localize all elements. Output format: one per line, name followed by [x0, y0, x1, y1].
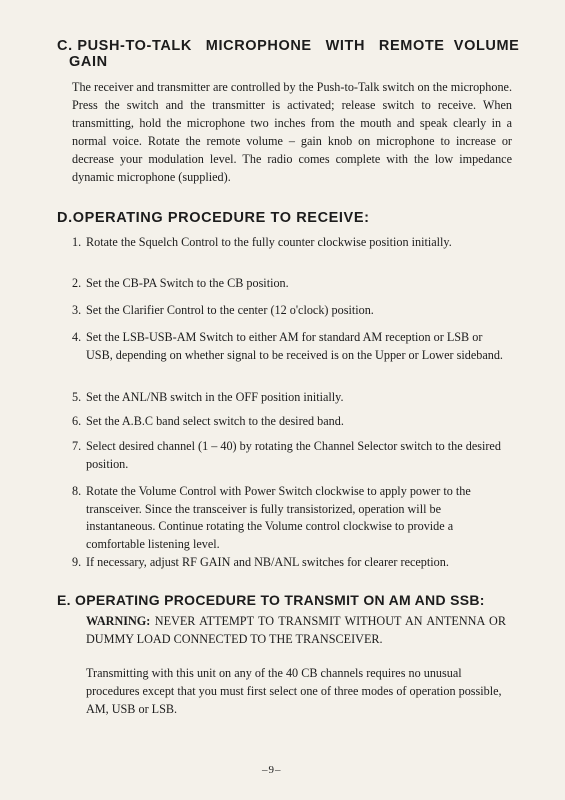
list-item — [72, 389, 512, 407]
list-item — [72, 329, 512, 364]
list-item — [72, 554, 512, 572]
list-item — [72, 413, 512, 431]
section-e-body: Transmitting with this unit on any of the 40 CB channels requires no unusual procedures except that you must first select one of three modes of operation possible, AM, USB or LSB. — [86, 666, 502, 716]
item-text: If necessary, adjust RF GAIN and NB/ANL switches for clearer reception. — [86, 555, 449, 569]
section-e-heading: E. OPERATING PROCEDURE TO TRANSMIT ON AM AND SSB: — [57, 592, 485, 608]
item-text: Set the Clarifier Control to the center (12 o'clock) position. — [86, 303, 374, 317]
list-item — [72, 483, 512, 553]
item-text: Rotate the Volume Control with Power Switch clockwise to apply power to the transceiver. Since the transceiver is fully transistorized, operation will be instantaneous. Continue rotating the Volume control clockwise to provide a comfortable listening level. — [86, 484, 471, 551]
item-number: 1. — [72, 235, 82, 249]
item-text: Set the LSB-USB-AM Switch to either AM for standard AM reception or LSB or USB, depending on whether signal to be received is on the Upper or Lower sideband. — [86, 330, 503, 362]
section-d-heading: D.OPERATING PROCEDURE TO RECEIVE: — [57, 210, 370, 226]
item-number: 7. — [72, 439, 82, 453]
warning-label: WARNING: — [86, 614, 151, 628]
item-number: 5. — [72, 390, 82, 404]
list-item — [72, 302, 512, 320]
item-number: 2. — [72, 276, 82, 290]
section-c-body: The receiver and transmitter are controlled by the Push-to-Talk switch on the microphone. Press the switch and the transmitter is activated; release switch to receive. When transmitting, hold the microphone two inches from the mouth and speak clearly in a normal voice. Rotate the remote volume – gain knob on microphone to increase or decrease your modulation level. The radio comes complete with the low impedance dynamic microphone (supplied). — [72, 80, 512, 184]
section-c-heading-line2: GAIN — [69, 54, 108, 70]
section-c-heading-line1: C. PUSH-TO-TALK MICROPHONE WITH REMOTE VOLUME — [57, 38, 520, 54]
item-number: 8. — [72, 484, 82, 498]
warning-paragraph — [86, 612, 506, 648]
item-text: Rotate the Squelch Control to the fully counter clockwise position initially. — [86, 235, 452, 249]
list-item — [72, 275, 512, 293]
list-item — [72, 234, 512, 252]
item-text: Set the A.B.C band select switch to the desired band. — [86, 414, 344, 428]
item-text: Set the ANL/NB switch in the OFF position initially. — [86, 390, 344, 404]
section-c-heading — [57, 38, 520, 70]
list-item — [72, 438, 512, 473]
page-number: –9– — [262, 764, 282, 776]
item-text: Set the CB-PA Switch to the CB position. — [86, 276, 289, 290]
item-number: 3. — [72, 303, 82, 317]
item-number: 6. — [72, 414, 82, 428]
item-number: 4. — [72, 330, 82, 344]
warning-text: NEVER ATTEMPT TO TRANSMIT WITHOUT AN ANTENNA OR DUMMY LOAD CONNECTED TO THE TRANSCEIVER. — [86, 614, 506, 646]
item-number: 9. — [72, 555, 82, 569]
item-text: Select desired channel (1 – 40) by rotating the Channel Selector switch to the desired position. — [86, 439, 501, 471]
